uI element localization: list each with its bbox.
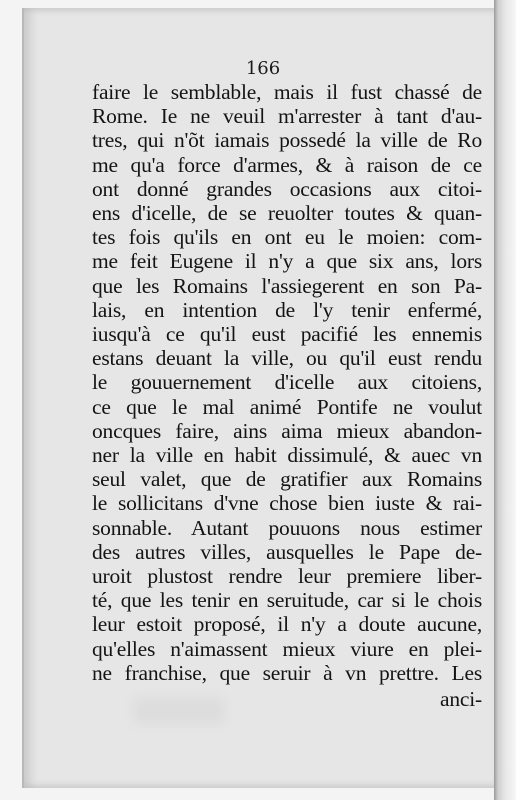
paper-page — [22, 8, 502, 788]
text-line: ens d'icelle, de se reuolter toutes & quan- — [92, 201, 482, 226]
text-line: oncques faire, ains aima mieux abandon- — [92, 418, 482, 443]
text-line: iusqu'à ce qu'il eust pacifié les ennemis — [92, 322, 482, 347]
text-line: sonnable. Autant pouuons nous estimer — [92, 515, 482, 540]
text-line: me qu'a force d'armes, & à raison de ce — [92, 152, 482, 177]
text-line: me feit Eugene il n'y a que six ans, lors — [92, 249, 482, 274]
text-line: té, que les tenir en seruitude, car si le chois — [92, 588, 482, 613]
text-line: lais, en intention de l'y tenir enfermé, — [92, 297, 482, 322]
book-fore-edge — [494, 0, 516, 800]
catchword: anci- — [440, 687, 482, 712]
text-line: seul valet, que de gratifier aux Romains — [92, 467, 482, 492]
text-line: qu'elles n'aimassent mieux viure en plei- — [92, 636, 482, 661]
body-text — [92, 80, 482, 711]
paper-stain — [134, 698, 224, 724]
text-line: des autres villes, ausquelles le Pape de- — [92, 539, 482, 564]
text-line: leur estoit proposé, il n'y a doute aucune, — [92, 612, 482, 637]
text-line: le sollicitans d'vne chose bien iuste & rai- — [92, 491, 482, 516]
text-line: ner la ville en habit dissimulé, & auec vn — [92, 443, 482, 468]
text-line: tres, qui n'õt iamais possedé la ville de Ro — [92, 128, 482, 153]
text-line: le gouuernement d'icelle aux citoiens, — [92, 370, 482, 395]
text-line: Rome. Ie ne veuil m'arrester à tant d'au- — [92, 104, 482, 129]
text-line: uroit plustost rendre leur premiere liber- — [92, 564, 482, 589]
text-line: estans deuant la ville, ou qu'il eust rendu — [92, 346, 482, 371]
text-line: faire le semblable, mais il fust chassé de — [92, 80, 482, 104]
text-line: que les Romains l'assiegerent en son Pa- — [92, 273, 482, 298]
page-number: 166 — [245, 58, 281, 79]
text-line: tes fois qu'ils en ont eu le moien: com- — [92, 225, 482, 250]
text-line: ont donné grandes occasions aux citoi- — [92, 176, 482, 201]
text-line: ne franchise, que seruir à vn prettre. Les — [92, 660, 482, 685]
text-line: ce que le mal animé Pontife ne voulut — [92, 394, 482, 419]
